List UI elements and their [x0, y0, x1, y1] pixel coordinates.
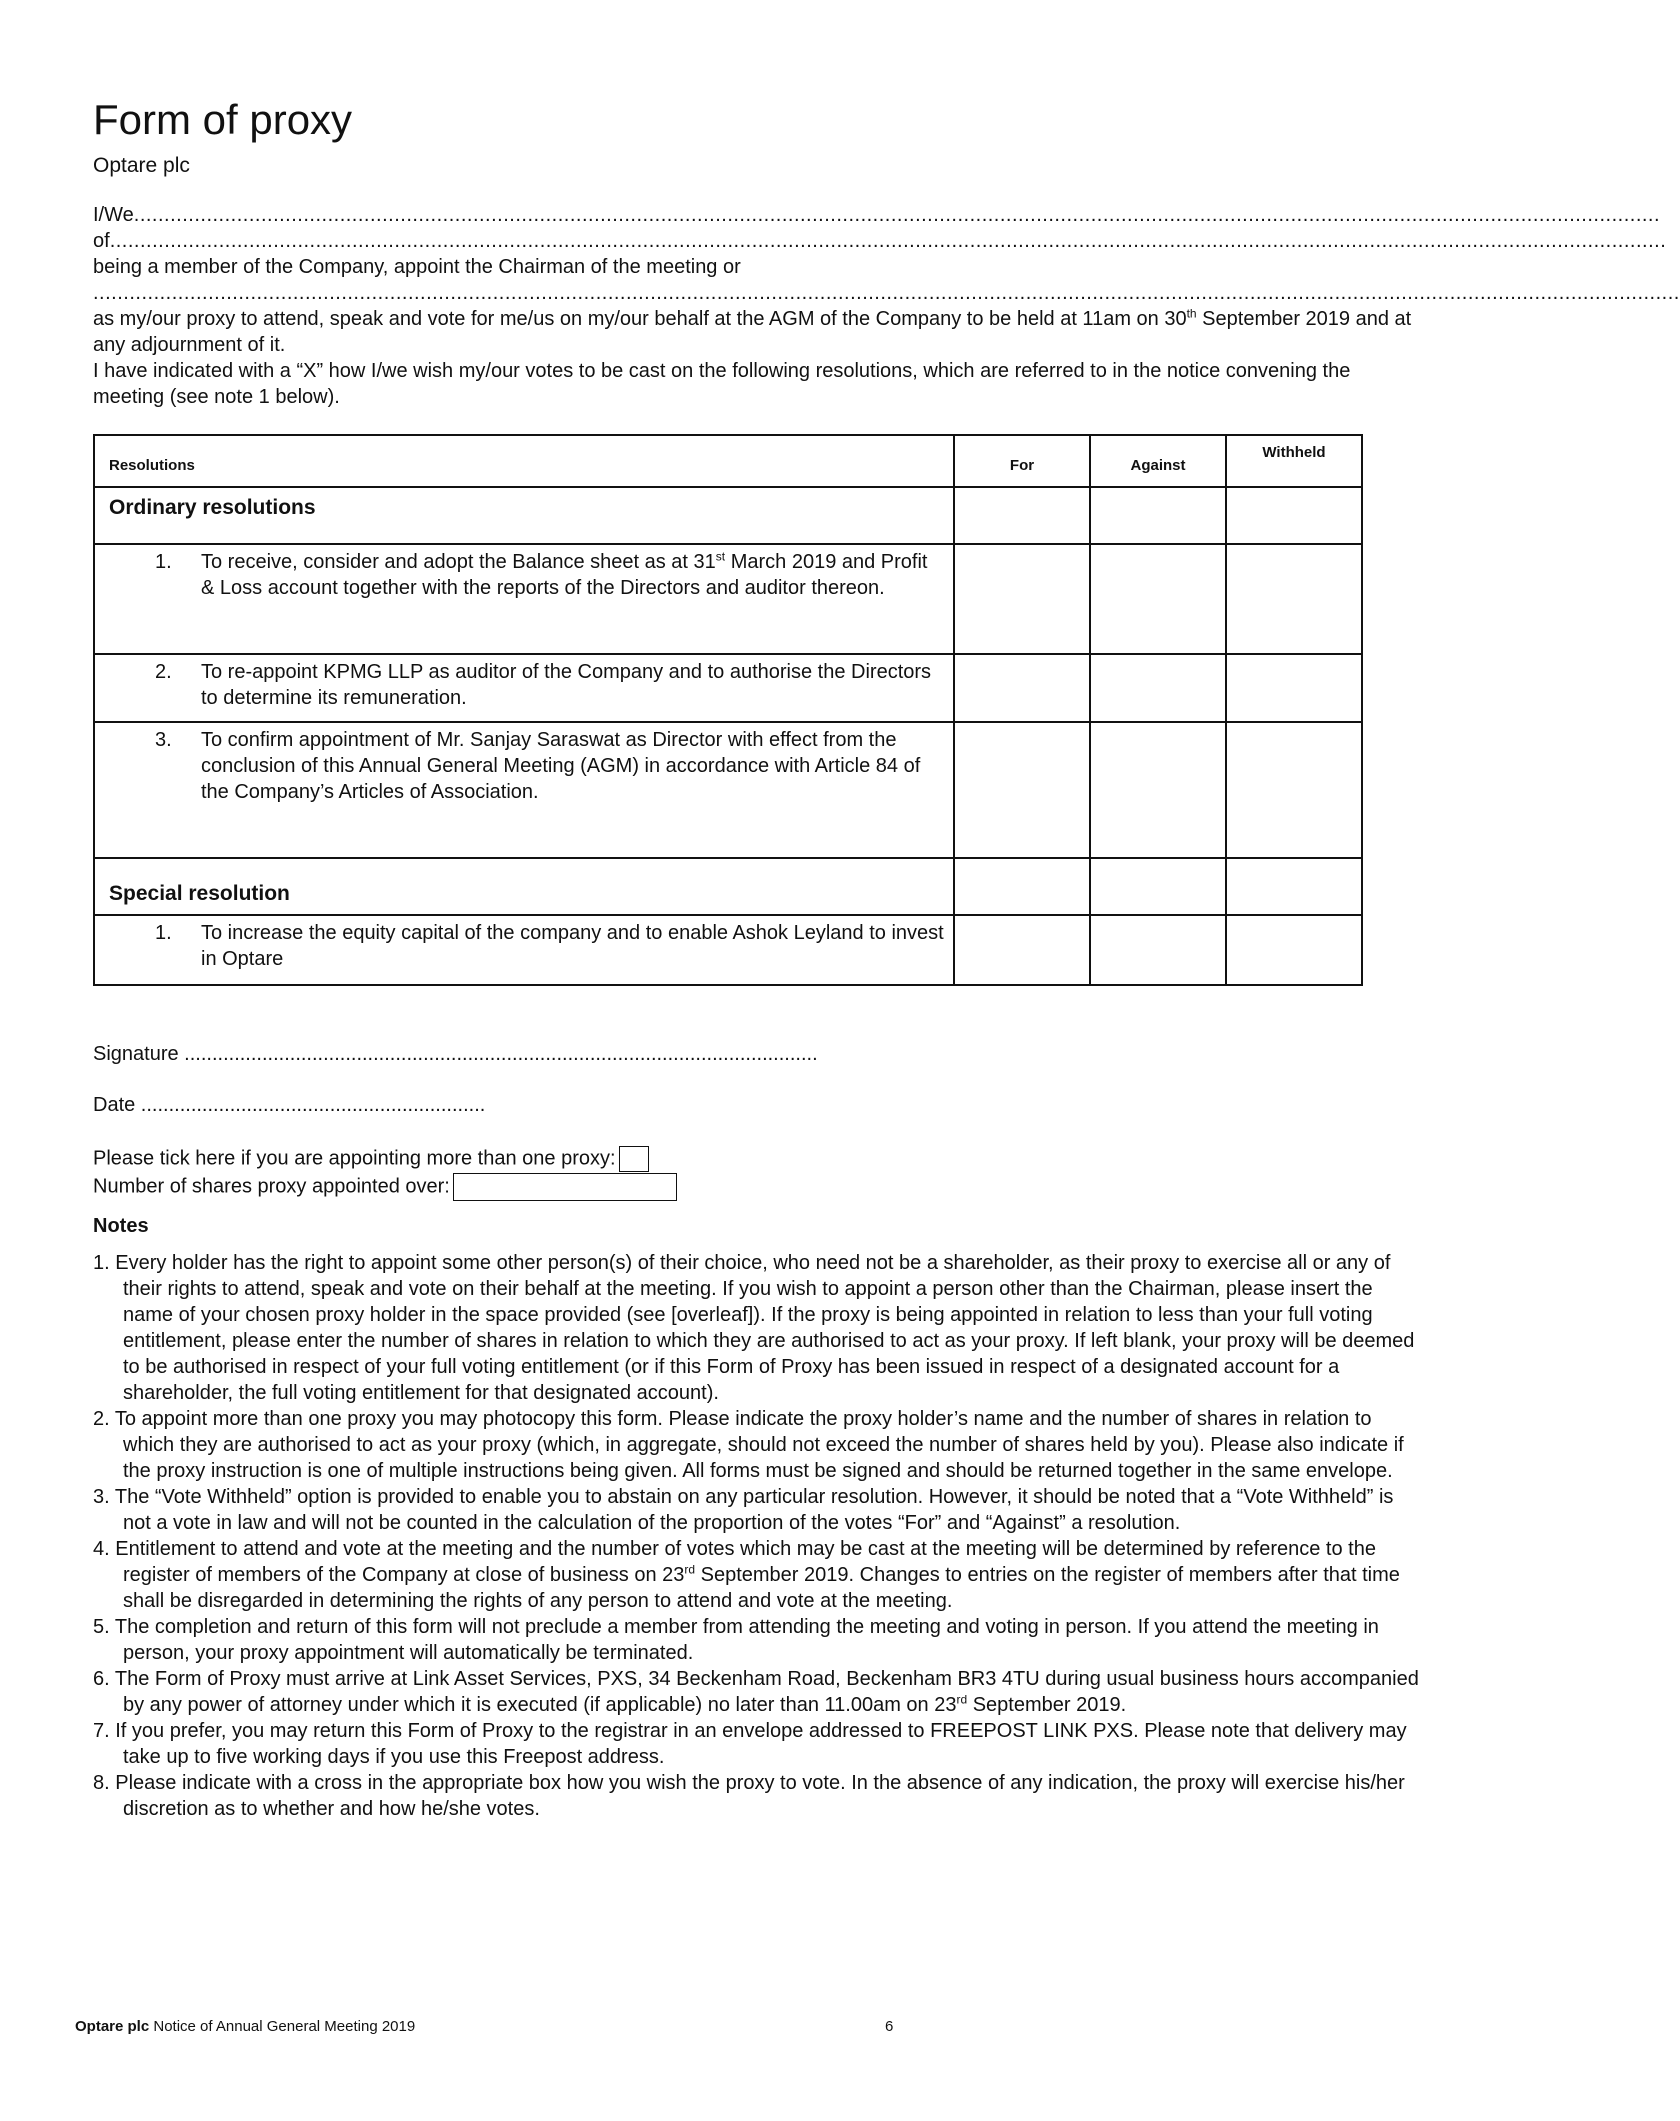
of-line[interactable]: of.................................................................................................................................................................................................................................................................: [93, 230, 1667, 252]
shares-input[interactable]: [453, 1173, 677, 1201]
table-row: [94, 858, 1362, 915]
proxy-name-line[interactable]: [93, 280, 1680, 306]
vote-box-for[interactable]: [954, 722, 1090, 858]
note-item: 1. Every holder has the right to appoint some other person(s) of their choice, who need not be a shareholder, as their proxy to exercise all or any of their rights to attend, speak and vote on their behalf at the meeting. If you wish to appoint a person other than the Chairman, please insert the name of your chosen proxy holder in the space provided (see [overleaf]). If the proxy is being appointed in relation to less than your full voting entitlement, please enter the number of shares in relation to which they are authorised to act as your proxy. If left blank, your proxy will be deemed to be authorised in respect of your full voting entitlement (or if this Form of Proxy has been issued in respect of a designated account for a shareholder, the full voting entitlement for that designated account).: [93, 1252, 1415, 1404]
vote-box-withheld[interactable]: [1226, 915, 1362, 985]
table-row: [94, 915, 1362, 985]
note-item: 8. Please indicate with a cross in the appropriate box how you wish the proxy to vote. In the absence of any indication, the proxy will exercise his/her discretion as to whether and how he/she votes.: [93, 1772, 1405, 1820]
resolution-item: 1. To receive, consider and adopt the Balance sheet as at 31st March 2019 and Profit & Loss account together with the reports of the Directors and auditor thereon.: [155, 549, 928, 599]
vote-box-for[interactable]: [954, 544, 1090, 654]
col-against: Against: [1130, 457, 1186, 474]
note-item: 2. To appoint more than one proxy you may photocopy this form. Please indicate the proxy holder’s name and the number of shares in relation to which they are authorised to act as your proxy (which, in aggregate, should not exceed the number of shares held by you). Please also indicate if the proxy instruction is one of multiple instructions being given. All forms must be signed and should be returned together in the same envelope.: [93, 1408, 1404, 1482]
col-withheld: Withheld: [1262, 444, 1326, 461]
note-item: 7. If you prefer, you may return this Form of Proxy to the registrar in an envelope addressed to FREEPOST LINK PXS. Please note that delivery may take up to five working days if you use this Freepost address.: [93, 1720, 1407, 1768]
proxy-paragraph: as my/our proxy to attend, speak and vote for me/us on my/our behalf at the AGM of the Company to be held at 11am on 30th September 2019 and at any adjournment of it.: [93, 306, 1412, 356]
indicate-paragraph: I have indicated with a “X” how I/we wish my/our votes to be cast on the following resolutions, which are referred to in the notice convening the meeting (see note 1 below).: [93, 360, 1351, 408]
special-resolution-title: Special resolution: [109, 882, 290, 905]
ordinary-resolutions-title: Ordinary resolutions: [109, 496, 316, 519]
vote-box-withheld[interactable]: [1226, 654, 1362, 722]
vote-box-against[interactable]: [1090, 654, 1226, 722]
dotted-fill: ............................................................................................................................................................................................................................................................: [133, 204, 1661, 226]
footer: Optare plc Notice of Annual General Meeting 2019: [75, 2018, 416, 2035]
table-row: [94, 654, 1362, 722]
vote-box-withheld[interactable]: [1226, 722, 1362, 858]
note-item: 6. The Form of Proxy must arrive at Link Asset Services, PXS, 34 Beckenham Road, Beckenham BR3 4TU during usual business hours accompanied by any power of attorney under which it is executed (if applicable) no later than 11.00am on 23rd September 2019.: [93, 1668, 1419, 1716]
vote-box-withheld[interactable]: [1226, 544, 1362, 654]
vote-box-against[interactable]: [1090, 722, 1226, 858]
col-resolutions: Resolutions: [109, 457, 195, 474]
col-for: For: [1009, 457, 1035, 474]
page-number: 6: [885, 2018, 894, 2035]
vote-box-against[interactable]: [1090, 915, 1226, 985]
multiple-proxy-row: Please tick here if you are appointing more than one proxy:: [93, 1146, 649, 1172]
table-row: [94, 544, 1362, 654]
shares-row: Number of shares proxy appointed over:: [93, 1173, 677, 1201]
date-line[interactable]: Date ..............................................................: [93, 1094, 486, 1116]
resolution-item: 1. To increase the equity capital of the company and to enable Ashok Leyland to invest in Optare: [155, 922, 944, 970]
company-name: Optare plc: [93, 154, 190, 177]
resolutions-table: [93, 434, 1363, 986]
signature-line[interactable]: Signature ..................................................................................................................: [93, 1043, 818, 1065]
note-item: 3. The “Vote Withheld” option is provided to enable you to abstain on any particular resolution. However, it should be noted that a “Vote Withheld” is not a vote in law and will not be counted in the calculation of the proportion of the votes “For” and “Against” a resolution.: [93, 1486, 1394, 1534]
table-row: [94, 722, 1362, 858]
notes-list: [93, 1250, 1423, 1822]
proxy-form-header: [93, 92, 1680, 410]
notes-title: Notes: [93, 1215, 149, 1237]
dotted-fill: ......................................................................................................................................................................................................................................................................: [93, 282, 1680, 304]
table-row: [94, 487, 1362, 544]
page-title: Form of proxy: [93, 96, 353, 143]
vote-box-against[interactable]: [1090, 544, 1226, 654]
multiple-proxy-checkbox[interactable]: [619, 1146, 649, 1172]
note-item: 4. Entitlement to attend and vote at the meeting and the number of votes which may be cast at the meeting will be determined by reference to the register of members of the Company at close of business on 23rd September 2019. Changes to entries on the register of members after that time shall be disregarded in determining the rights of any person to attend and vote at the meeting.: [93, 1538, 1400, 1612]
vote-box-for[interactable]: [954, 654, 1090, 722]
resolution-item: 2. To re-appoint KPMG LLP as auditor of the Company and to authorise the Directors to determine its remuneration.: [155, 661, 932, 709]
note-item: 5. The completion and return of this form will not preclude a member from attending the meeting and voting in person. If you attend the meeting in person, your proxy appointment will automatically be terminated.: [93, 1616, 1379, 1664]
dotted-fill: .................................................................................................................................................................................................................................................................: [109, 230, 1667, 252]
iwe-line[interactable]: I/We............................................................................................................................................................................................................................................................: [93, 204, 1661, 226]
vote-box-for[interactable]: [954, 915, 1090, 985]
member-line: being a member of the Company, appoint the Chairman of the meeting or: [93, 256, 741, 278]
resolution-item: 3. To confirm appointment of Mr. Sanjay Saraswat as Director with effect from the conclusion of this Annual General Meeting (AGM) in accordance with Article 84 of the Company’s Articles of Association.: [155, 729, 921, 803]
